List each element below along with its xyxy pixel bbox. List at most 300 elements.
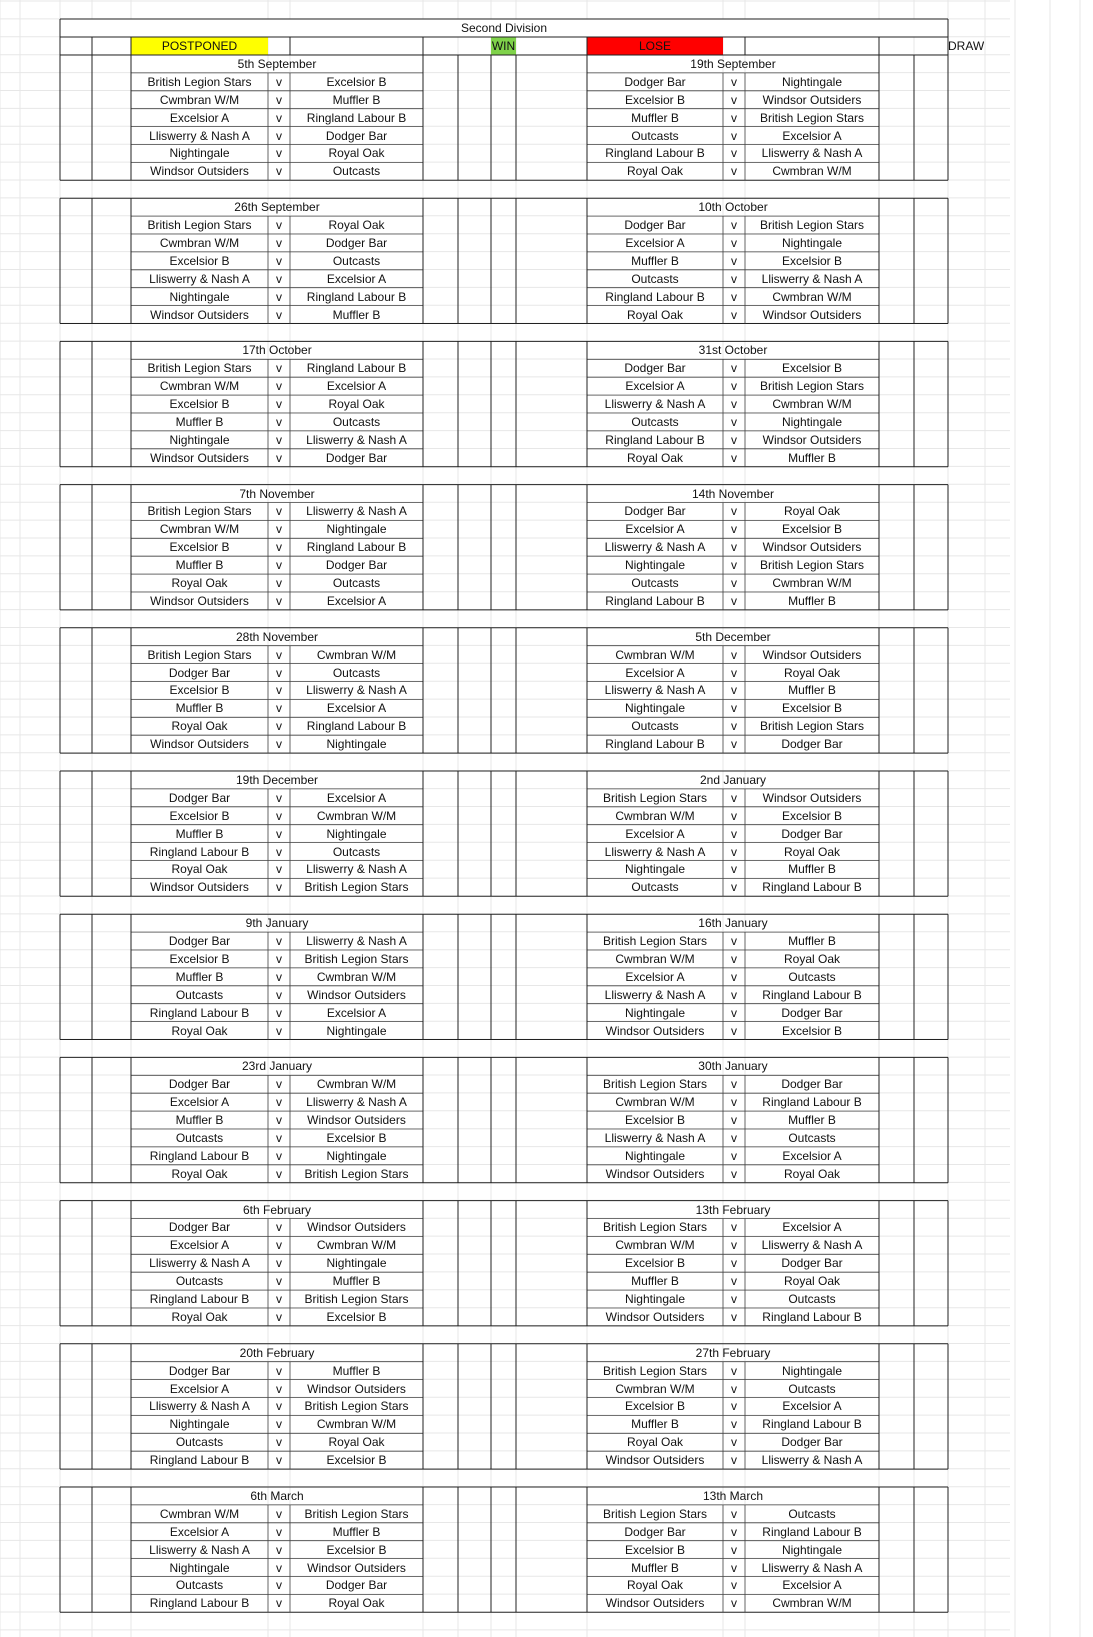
away-team: Excelsior A bbox=[782, 1578, 842, 1593]
away-team: Outcasts bbox=[332, 414, 381, 429]
away-team: Muffler B bbox=[788, 593, 836, 608]
home-team: Royal Oak bbox=[626, 164, 684, 179]
versus-mark: v bbox=[731, 1506, 737, 1521]
away-team: Windsor Outsiders bbox=[762, 647, 862, 662]
home-team: Dodger Bar bbox=[168, 790, 231, 805]
home-team: Royal Oak bbox=[171, 1309, 228, 1324]
home-team: Nightingale bbox=[169, 289, 230, 304]
away-team: Royal Oak bbox=[328, 1596, 385, 1611]
away-team: Royal Oak bbox=[783, 844, 841, 859]
versus-mark: v bbox=[731, 1148, 737, 1163]
home-team: Excelsior A bbox=[625, 665, 685, 680]
away-team: Ringland Labour B bbox=[306, 289, 407, 304]
versus-mark: v bbox=[731, 1220, 737, 1235]
versus-mark: v bbox=[731, 1524, 737, 1539]
home-team: Dodger Bar bbox=[624, 218, 686, 233]
home-team: Outcasts bbox=[631, 576, 679, 591]
away-team: Excelsior B bbox=[781, 1023, 843, 1038]
home-team: Royal Oak bbox=[171, 719, 228, 734]
home-team: Cwmbran W/M bbox=[159, 379, 240, 394]
versus-mark: v bbox=[731, 719, 737, 734]
away-team: Lliswerry & Nash A bbox=[761, 146, 863, 161]
round-date: 17th October bbox=[242, 343, 312, 358]
versus-mark: v bbox=[276, 307, 282, 322]
versus-mark: v bbox=[276, 289, 282, 304]
versus-mark: v bbox=[731, 271, 737, 286]
versus-mark: v bbox=[276, 74, 282, 89]
home-team: Ringland Labour B bbox=[149, 1005, 250, 1020]
away-team: Excelsior A bbox=[782, 128, 842, 143]
away-team: Windsor Outsiders bbox=[762, 307, 862, 322]
versus-mark: v bbox=[731, 737, 737, 752]
versus-mark: v bbox=[731, 1274, 737, 1289]
versus-mark: v bbox=[731, 1435, 737, 1450]
home-team: Outcasts bbox=[631, 271, 679, 286]
round-date: 26th September bbox=[234, 200, 320, 215]
away-team: Royal Oak bbox=[328, 218, 385, 233]
away-team: Muffler B bbox=[788, 862, 836, 877]
home-team: Outcasts bbox=[175, 1274, 224, 1289]
versus-mark: v bbox=[731, 146, 737, 161]
versus-mark: v bbox=[731, 253, 737, 268]
home-team: British Legion Stars bbox=[602, 790, 708, 805]
home-team: Windsor Outsiders bbox=[150, 164, 249, 179]
home-team: British Legion Stars bbox=[602, 1363, 708, 1378]
sheet-title: Second Division bbox=[460, 21, 548, 35]
versus-mark: v bbox=[731, 110, 737, 125]
versus-mark: v bbox=[731, 307, 737, 322]
versus-mark: v bbox=[276, 1005, 282, 1020]
round-date: 14th November bbox=[691, 486, 775, 501]
versus-mark: v bbox=[276, 540, 282, 555]
versus-mark: v bbox=[276, 969, 282, 984]
away-team: British Legion Stars bbox=[304, 880, 409, 895]
versus-mark: v bbox=[731, 1399, 737, 1414]
round-date: 5th September bbox=[237, 56, 317, 71]
home-team: Dodger Bar bbox=[624, 74, 686, 89]
versus-mark: v bbox=[276, 737, 282, 752]
home-team: Royal Oak bbox=[171, 1166, 228, 1181]
versus-mark: v bbox=[276, 1077, 282, 1092]
away-team: Dodger Bar bbox=[325, 558, 388, 573]
home-team: Outcasts bbox=[631, 719, 679, 734]
away-team: Outcasts bbox=[332, 665, 381, 680]
versus-mark: v bbox=[276, 92, 282, 107]
away-team: Royal Oak bbox=[783, 1274, 841, 1289]
away-team: Windsor Outsiders bbox=[307, 1220, 406, 1235]
round-date: 31st October bbox=[698, 343, 768, 358]
away-team: Cwmbran W/M bbox=[316, 647, 397, 662]
away-team: Windsor Outsiders bbox=[762, 432, 862, 447]
home-team: Excelsior B bbox=[624, 1399, 686, 1414]
away-team: Nightingale bbox=[326, 1023, 387, 1038]
away-team: Muffler B bbox=[332, 1274, 381, 1289]
home-team: Muffler B bbox=[631, 1560, 679, 1575]
versus-mark: v bbox=[276, 1238, 282, 1253]
home-team: Windsor Outsiders bbox=[605, 1166, 705, 1181]
away-team: Lliswerry & Nash A bbox=[306, 934, 407, 949]
versus-mark: v bbox=[731, 1130, 737, 1145]
legend-win: WIN bbox=[491, 39, 516, 53]
home-team: Lliswerry & Nash A bbox=[604, 540, 706, 555]
home-team: Excelsior A bbox=[169, 110, 230, 125]
away-team: Excelsior A bbox=[326, 790, 387, 805]
away-team: Outcasts bbox=[788, 1506, 836, 1521]
versus-mark: v bbox=[276, 397, 282, 412]
home-team: Lliswerry & Nash A bbox=[149, 1256, 250, 1271]
away-team: Dodger Bar bbox=[325, 450, 388, 465]
away-team: Muffler B bbox=[788, 450, 836, 465]
home-team: Excelsior B bbox=[169, 253, 230, 268]
home-team: Windsor Outsiders bbox=[605, 1309, 705, 1324]
home-team: Excelsior A bbox=[625, 522, 685, 537]
home-team: Nightingale bbox=[169, 1417, 230, 1432]
home-team: Excelsior B bbox=[624, 1113, 686, 1128]
versus-mark: v bbox=[731, 1166, 737, 1181]
away-team: Muffler B bbox=[788, 1113, 836, 1128]
away-team: Excelsior A bbox=[326, 593, 387, 608]
versus-mark: v bbox=[276, 1542, 282, 1557]
away-team: British Legion Stars bbox=[304, 951, 409, 966]
away-team: Ringland Labour B bbox=[762, 880, 862, 895]
versus-mark: v bbox=[731, 540, 737, 555]
versus-mark: v bbox=[731, 665, 737, 680]
away-team: Outcasts bbox=[332, 253, 381, 268]
away-team: Outcasts bbox=[788, 1292, 836, 1307]
home-team: Dodger Bar bbox=[624, 361, 686, 376]
versus-mark: v bbox=[731, 1005, 737, 1020]
away-team: Ringland Labour B bbox=[762, 1524, 862, 1539]
home-team: Outcasts bbox=[631, 128, 679, 143]
away-team: Lliswerry & Nash A bbox=[761, 1453, 863, 1468]
home-team: Excelsior B bbox=[169, 540, 230, 555]
home-team: British Legion Stars bbox=[147, 218, 252, 233]
versus-mark: v bbox=[731, 235, 737, 250]
home-team: Nightingale bbox=[624, 1005, 686, 1020]
home-team: Muffler B bbox=[175, 414, 224, 429]
home-team: British Legion Stars bbox=[147, 647, 252, 662]
home-team: Cwmbran W/M bbox=[615, 1095, 695, 1110]
home-team: Windsor Outsiders bbox=[150, 450, 249, 465]
versus-mark: v bbox=[276, 432, 282, 447]
versus-mark: v bbox=[731, 1381, 737, 1396]
versus-mark: v bbox=[276, 1578, 282, 1593]
away-team: Windsor Outsiders bbox=[307, 1113, 406, 1128]
away-team: Dodger Bar bbox=[781, 1005, 843, 1020]
away-team: Excelsior B bbox=[326, 1453, 387, 1468]
versus-mark: v bbox=[276, 1399, 282, 1414]
home-team: British Legion Stars bbox=[147, 361, 252, 376]
away-team: Ringland Labour B bbox=[762, 1095, 862, 1110]
home-team: Royal Oak bbox=[626, 1578, 684, 1593]
home-team: Windsor Outsiders bbox=[150, 307, 249, 322]
home-team: Royal Oak bbox=[171, 1023, 228, 1038]
away-team: Excelsior B bbox=[781, 361, 843, 376]
versus-mark: v bbox=[731, 432, 737, 447]
home-team: Windsor Outsiders bbox=[150, 880, 249, 895]
versus-mark: v bbox=[276, 1596, 282, 1611]
versus-mark: v bbox=[731, 593, 737, 608]
versus-mark: v bbox=[731, 397, 737, 412]
versus-mark: v bbox=[276, 1560, 282, 1575]
versus-mark: v bbox=[731, 92, 737, 107]
versus-mark: v bbox=[276, 790, 282, 805]
away-team: Excelsior A bbox=[326, 379, 387, 394]
home-team: British Legion Stars bbox=[602, 1220, 708, 1235]
versus-mark: v bbox=[276, 271, 282, 286]
home-team: Lliswerry & Nash A bbox=[149, 1399, 250, 1414]
home-team: Excelsior A bbox=[625, 826, 685, 841]
away-team: Nightingale bbox=[781, 1542, 843, 1557]
versus-mark: v bbox=[731, 969, 737, 984]
home-team: Excelsior A bbox=[169, 1238, 230, 1253]
home-team: Muffler B bbox=[631, 253, 679, 268]
away-team: Outcasts bbox=[788, 969, 836, 984]
home-team: Cwmbran W/M bbox=[159, 1506, 240, 1521]
home-team: Dodger Bar bbox=[168, 665, 231, 680]
away-team: Royal Oak bbox=[783, 1166, 841, 1181]
home-team: Windsor Outsiders bbox=[150, 737, 249, 752]
versus-mark: v bbox=[731, 504, 737, 519]
round-date: 20th February bbox=[239, 1345, 315, 1360]
away-team: Cwmbran W/M bbox=[316, 1417, 397, 1432]
away-team: Nightingale bbox=[326, 826, 387, 841]
versus-mark: v bbox=[276, 128, 282, 143]
home-team: Outcasts bbox=[175, 1435, 224, 1450]
away-team: Dodger Bar bbox=[325, 128, 388, 143]
round-date: 23rd January bbox=[241, 1059, 313, 1074]
away-team: Nightingale bbox=[326, 522, 387, 537]
away-team: Cwmbran W/M bbox=[772, 1596, 852, 1611]
away-team: Excelsior B bbox=[326, 1309, 387, 1324]
versus-mark: v bbox=[276, 1292, 282, 1307]
home-team: British Legion Stars bbox=[147, 74, 252, 89]
versus-mark: v bbox=[731, 701, 737, 716]
away-team: Royal Oak bbox=[783, 665, 841, 680]
versus-mark: v bbox=[276, 1309, 282, 1324]
versus-mark: v bbox=[276, 844, 282, 859]
home-team: Nightingale bbox=[169, 146, 230, 161]
versus-mark: v bbox=[731, 218, 737, 233]
away-team: Lliswerry & Nash A bbox=[306, 504, 407, 519]
versus-mark: v bbox=[731, 862, 737, 877]
versus-mark: v bbox=[731, 361, 737, 376]
away-team: Lliswerry & Nash A bbox=[306, 862, 407, 877]
away-team: Windsor Outsiders bbox=[762, 790, 862, 805]
versus-mark: v bbox=[276, 719, 282, 734]
home-team: Lliswerry & Nash A bbox=[604, 987, 706, 1002]
versus-mark: v bbox=[731, 1113, 737, 1128]
home-team: Ringland Labour B bbox=[605, 737, 705, 752]
versus-mark: v bbox=[731, 1238, 737, 1253]
home-team: Cwmbran W/M bbox=[615, 647, 695, 662]
home-team: Ringland Labour B bbox=[149, 1596, 250, 1611]
home-team: Excelsior A bbox=[625, 235, 685, 250]
home-team: Windsor Outsiders bbox=[150, 593, 249, 608]
away-team: Excelsior B bbox=[326, 74, 387, 89]
home-team: Dodger Bar bbox=[168, 1077, 231, 1092]
home-team: Dodger Bar bbox=[624, 504, 686, 519]
home-team: Muffler B bbox=[175, 701, 224, 716]
away-team: British Legion Stars bbox=[759, 379, 865, 394]
home-team: Ringland Labour B bbox=[605, 289, 705, 304]
versus-mark: v bbox=[731, 1292, 737, 1307]
home-team: Excelsior A bbox=[169, 1095, 230, 1110]
away-team: Dodger Bar bbox=[781, 1077, 843, 1092]
round-date: 30th January bbox=[698, 1059, 768, 1074]
away-team: Outcasts bbox=[332, 844, 381, 859]
round-date: 27th February bbox=[695, 1345, 771, 1360]
away-team: Nightingale bbox=[326, 1148, 387, 1163]
home-team: Excelsior B bbox=[624, 92, 686, 107]
away-team: Ringland Labour B bbox=[306, 361, 407, 376]
versus-mark: v bbox=[731, 844, 737, 859]
versus-mark: v bbox=[276, 1166, 282, 1181]
versus-mark: v bbox=[731, 414, 737, 429]
home-team: Muffler B bbox=[631, 110, 679, 125]
versus-mark: v bbox=[731, 683, 737, 698]
home-team: Royal Oak bbox=[626, 1435, 684, 1450]
home-team: Ringland Labour B bbox=[605, 593, 705, 608]
away-team: Nightingale bbox=[781, 1363, 843, 1378]
home-team: Outcasts bbox=[631, 880, 679, 895]
away-team: Ringland Labour B bbox=[306, 540, 407, 555]
versus-mark: v bbox=[731, 1560, 737, 1575]
home-team: British Legion Stars bbox=[602, 1506, 708, 1521]
versus-mark: v bbox=[276, 146, 282, 161]
away-team: British Legion Stars bbox=[304, 1399, 409, 1414]
versus-mark: v bbox=[276, 701, 282, 716]
home-team: Nightingale bbox=[169, 1560, 230, 1575]
away-team: Excelsior A bbox=[782, 1399, 842, 1414]
versus-mark: v bbox=[276, 1363, 282, 1378]
home-team: Windsor Outsiders bbox=[605, 1453, 705, 1468]
home-team: Muffler B bbox=[175, 969, 224, 984]
home-team: Royal Oak bbox=[171, 576, 228, 591]
versus-mark: v bbox=[731, 987, 737, 1002]
versus-mark: v bbox=[276, 987, 282, 1002]
home-team: Outcasts bbox=[631, 414, 679, 429]
away-team: Royal Oak bbox=[328, 146, 385, 161]
legend-lose: LOSE bbox=[638, 39, 671, 53]
home-team: Ringland Labour B bbox=[149, 844, 250, 859]
versus-mark: v bbox=[731, 826, 737, 841]
versus-mark: v bbox=[276, 110, 282, 125]
away-team: Excelsior B bbox=[781, 253, 843, 268]
legend-postponed: POSTPONED bbox=[161, 39, 238, 53]
away-team: Dodger Bar bbox=[781, 826, 843, 841]
round-date: 13th February bbox=[695, 1202, 771, 1217]
versus-mark: v bbox=[731, 1453, 737, 1468]
versus-mark: v bbox=[731, 1596, 737, 1611]
home-team: Lliswerry & Nash A bbox=[604, 683, 706, 698]
away-team: British Legion Stars bbox=[759, 110, 865, 125]
versus-mark: v bbox=[276, 504, 282, 519]
versus-mark: v bbox=[276, 1095, 282, 1110]
home-team: Excelsior B bbox=[169, 683, 230, 698]
away-team: Excelsior B bbox=[781, 701, 843, 716]
versus-mark: v bbox=[731, 128, 737, 143]
versus-mark: v bbox=[276, 1435, 282, 1450]
home-team: Royal Oak bbox=[171, 862, 228, 877]
home-team: Ringland Labour B bbox=[149, 1148, 250, 1163]
versus-mark: v bbox=[276, 414, 282, 429]
versus-mark: v bbox=[276, 1113, 282, 1128]
versus-mark: v bbox=[731, 450, 737, 465]
round-date: 16th January bbox=[698, 916, 768, 931]
away-team: Excelsior A bbox=[782, 1220, 842, 1235]
versus-mark: v bbox=[276, 593, 282, 608]
versus-mark: v bbox=[276, 1130, 282, 1145]
away-team: Nightingale bbox=[781, 74, 843, 89]
away-team: Muffler B bbox=[332, 1524, 381, 1539]
away-team: Outcasts bbox=[788, 1381, 836, 1396]
away-team: Windsor Outsiders bbox=[307, 1560, 406, 1575]
away-team: Cwmbran W/M bbox=[772, 397, 852, 412]
round-date: 19th September bbox=[690, 56, 776, 71]
away-team: Cwmbran W/M bbox=[316, 969, 397, 984]
away-team: Lliswerry & Nash A bbox=[306, 432, 407, 447]
versus-mark: v bbox=[276, 683, 282, 698]
versus-mark: v bbox=[731, 1095, 737, 1110]
versus-mark: v bbox=[276, 665, 282, 680]
versus-mark: v bbox=[276, 1148, 282, 1163]
versus-mark: v bbox=[276, 576, 282, 591]
versus-mark: v bbox=[731, 1077, 737, 1092]
versus-mark: v bbox=[731, 808, 737, 823]
home-team: Excelsior A bbox=[169, 1381, 230, 1396]
away-team: British Legion Stars bbox=[304, 1506, 409, 1521]
versus-mark: v bbox=[731, 1023, 737, 1038]
versus-mark: v bbox=[276, 1453, 282, 1468]
away-team: Windsor Outsiders bbox=[762, 540, 862, 555]
away-team: Outcasts bbox=[332, 164, 381, 179]
away-team: Muffler B bbox=[788, 683, 836, 698]
versus-mark: v bbox=[731, 1363, 737, 1378]
home-team: Outcasts bbox=[175, 987, 224, 1002]
versus-mark: v bbox=[276, 1023, 282, 1038]
versus-mark: v bbox=[276, 934, 282, 949]
home-team: Lliswerry & Nash A bbox=[149, 1542, 250, 1557]
away-team: Cwmbran W/M bbox=[772, 576, 852, 591]
home-team: Lliswerry & Nash A bbox=[604, 397, 706, 412]
home-team: Outcasts bbox=[175, 1130, 224, 1145]
away-team: Nightingale bbox=[781, 235, 843, 250]
versus-mark: v bbox=[276, 1506, 282, 1521]
away-team: Excelsior A bbox=[326, 701, 387, 716]
home-team: Windsor Outsiders bbox=[605, 1596, 705, 1611]
versus-mark: v bbox=[731, 379, 737, 394]
away-team: Lliswerry & Nash A bbox=[761, 271, 863, 286]
versus-mark: v bbox=[731, 790, 737, 805]
versus-mark: v bbox=[731, 1309, 737, 1324]
away-team: British Legion Stars bbox=[759, 218, 865, 233]
versus-mark: v bbox=[731, 880, 737, 895]
away-team: British Legion Stars bbox=[304, 1292, 409, 1307]
away-team: Windsor Outsiders bbox=[307, 987, 406, 1002]
round-date: 9th January bbox=[245, 916, 309, 931]
round-date: 5th December bbox=[695, 629, 771, 644]
versus-mark: v bbox=[276, 1381, 282, 1396]
away-team: Excelsior A bbox=[326, 271, 387, 286]
home-team: British Legion Stars bbox=[602, 934, 708, 949]
home-team: Nightingale bbox=[624, 862, 686, 877]
versus-mark: v bbox=[276, 826, 282, 841]
home-team: Dodger Bar bbox=[168, 1220, 231, 1235]
versus-mark: v bbox=[731, 558, 737, 573]
home-team: Cwmbran W/M bbox=[615, 1381, 695, 1396]
versus-mark: v bbox=[276, 558, 282, 573]
